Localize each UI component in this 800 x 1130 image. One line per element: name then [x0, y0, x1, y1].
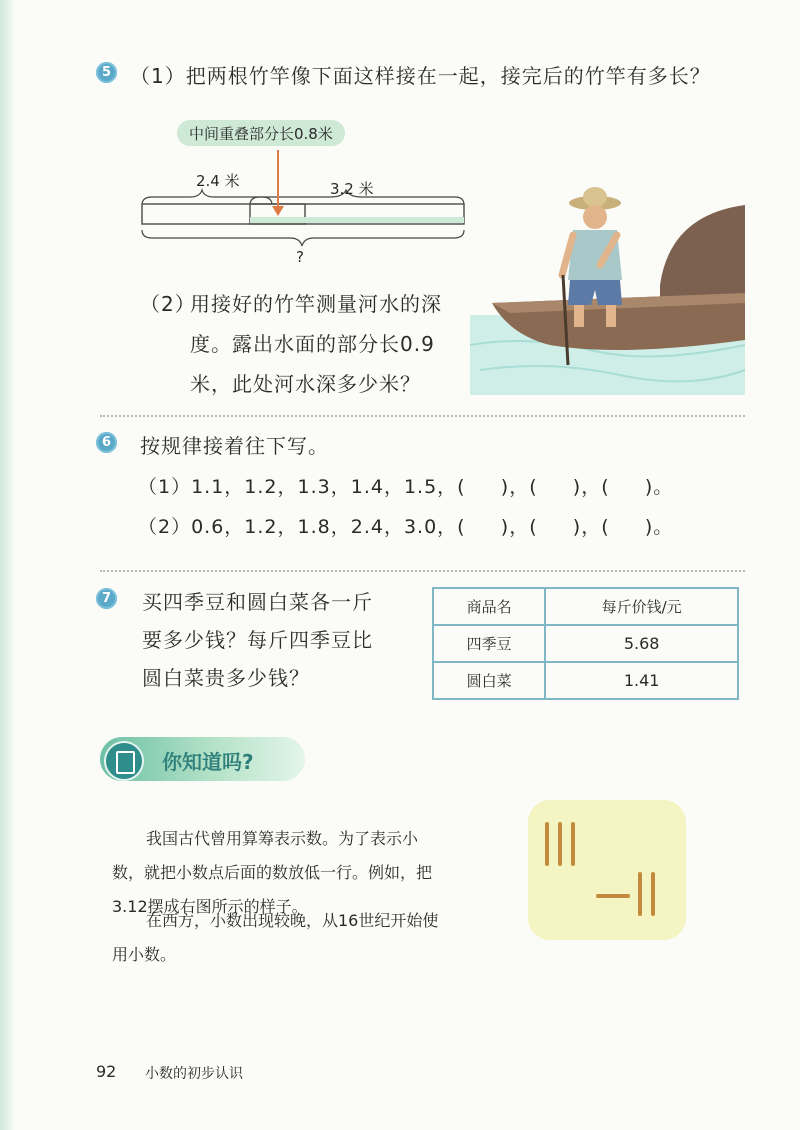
problem-5-part2-label: （2）	[140, 292, 196, 316]
problem-6-sequence-2: （2）0.6，1.2，1.8，2.4，3.0，( )，( )，( )。	[138, 516, 674, 538]
counting-rod	[651, 872, 655, 916]
problem-7-line1: 买四季豆和圆白菜各一斤	[142, 590, 373, 614]
did-you-know-title: 你知道吗?	[162, 750, 254, 774]
paragraph-line: 我国古代曾用算筹表示数。为了表示小	[146, 829, 419, 848]
counting-rod	[545, 822, 549, 866]
table-cell: 1.41	[545, 662, 738, 699]
table-cell: 5.68	[545, 625, 738, 662]
problem-5-part2-line1: 用接好的竹竿测量河水的深	[190, 292, 442, 316]
paragraph-line: 在西方，小数出现较晚，从16世纪开始使	[146, 911, 439, 930]
problem-5-part2-line2: 度。露出水面的部分长0.9	[190, 332, 435, 356]
counting-rods-figure	[528, 800, 686, 940]
page-number: 92	[96, 1062, 117, 1081]
problem-6-sequence-1: （1）1.1，1.2，1.3，1.4，1.5，( )，( )，( )。	[138, 476, 674, 498]
book-icon	[104, 741, 144, 781]
table-row	[433, 625, 738, 662]
table-cell: 圆白菜	[433, 662, 545, 699]
section-divider-2	[100, 570, 745, 572]
did-you-know-paragraph-2	[112, 904, 497, 972]
table-cell: 四季豆	[433, 625, 545, 662]
problem-7-line2: 要多少钱？每斤四季豆比	[142, 628, 373, 652]
problem-7-line3: 圆白菜贵多少钱？	[142, 666, 310, 690]
price-table	[432, 587, 739, 700]
problem-5-badge: 5	[96, 62, 117, 83]
table-row	[433, 662, 738, 699]
counting-rod	[558, 822, 562, 866]
counting-rod	[596, 894, 630, 898]
did-you-know-banner	[100, 737, 305, 781]
paragraph-line: 3.12摆成右图所示的样子。	[112, 897, 308, 916]
section-divider-1	[100, 415, 745, 417]
paragraph-line: 用小数。	[112, 945, 177, 964]
problem-6-badge: 6	[96, 432, 117, 453]
bamboo-diagram	[130, 150, 480, 275]
chapter-title: 小数的初步认识	[145, 1066, 243, 1082]
problem-7-badge: 7	[96, 588, 117, 609]
table-header-cell: 每斤价钱/元	[545, 588, 738, 625]
counting-rod	[638, 872, 642, 916]
boat-illustration	[470, 185, 745, 395]
overlap-tag: 中间重叠部分长0.8米	[177, 120, 345, 146]
right-length-label: 3.2 米	[330, 180, 374, 198]
table-header-row	[433, 588, 738, 625]
bamboo-shading	[250, 217, 464, 223]
counting-rod	[571, 822, 575, 866]
problem-6-prompt: 按规律接着往下写。	[140, 434, 329, 458]
left-length-label: 2.4 米	[196, 172, 240, 190]
problem-5-part1-text: （1）把两根竹竿像下面这样接在一起，接完后的竹竿有多长？	[130, 64, 711, 88]
paragraph-line: 数，就把小数点后面的数放低一行。例如，把	[112, 863, 433, 882]
problem-5-part2-line3: 米，此处河水深多少米？	[190, 372, 421, 396]
page-edge-strip	[0, 0, 14, 1130]
total-length-unknown: ?	[296, 248, 304, 266]
table-header-cell: 商品名	[433, 588, 545, 625]
